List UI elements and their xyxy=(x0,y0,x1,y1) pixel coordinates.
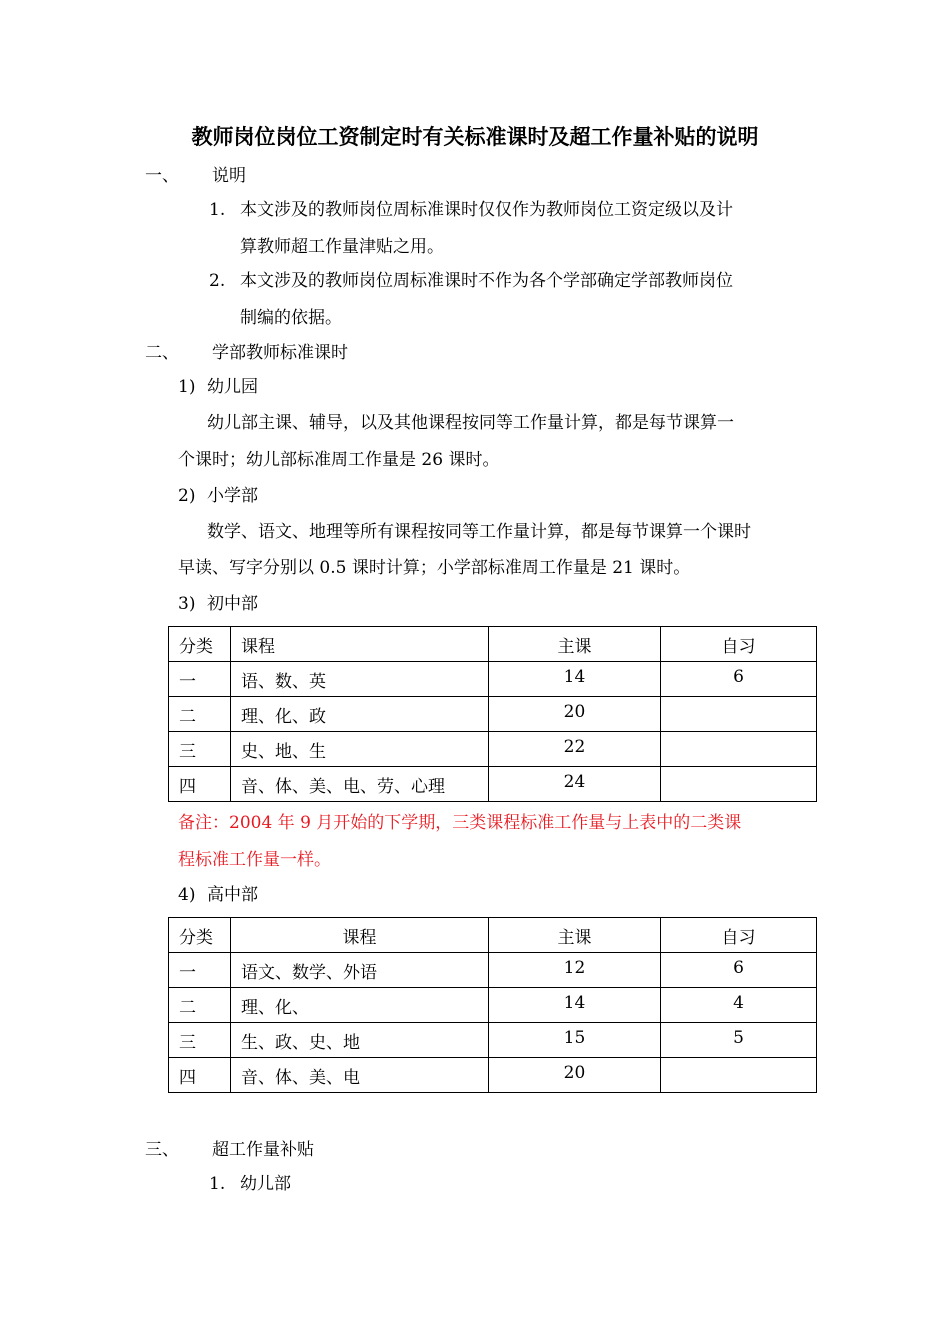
table-cell: 14 xyxy=(489,662,661,697)
junior-note-line-1: 备注：2004 年 9 月开始的下学期，三类课程标准工作量与上表中的二类课 xyxy=(178,813,742,833)
table-cell xyxy=(661,1058,817,1093)
primary-text-line-2: 早读、写字分别以 0.5 课时计算；小学部标准周工作量是 21 课时。 xyxy=(178,558,691,578)
table-cell: 20 xyxy=(489,697,661,732)
table-cell xyxy=(661,697,817,732)
primary-number: 2) xyxy=(178,486,196,506)
section-2-number: 二、 xyxy=(145,343,179,363)
table-row xyxy=(169,662,817,697)
table-cell: 理、化、 xyxy=(231,988,489,1023)
kindergarten-text-line-1: 幼儿部主课、辅导，以及其他课程按同等工作量计算，都是每节课算一 xyxy=(207,413,734,433)
table-cell: 5 xyxy=(661,1023,817,1058)
table-header-cell: 自习 xyxy=(661,627,817,662)
table-cell xyxy=(661,767,817,802)
table-row xyxy=(169,697,817,732)
primary-text-line-1: 数学、语文、地理等所有课程按同等工作量计算，都是每节课算一个课时 xyxy=(207,522,751,542)
table-header-cell: 分类 xyxy=(169,627,231,662)
section-3-number: 三、 xyxy=(145,1140,179,1160)
junior-number: 3) xyxy=(178,594,196,614)
junior-label: 初中部 xyxy=(207,594,258,614)
table-cell: 理、化、政 xyxy=(231,697,489,732)
table-cell: 音、体、美、电、劳、心理 xyxy=(231,767,489,802)
table-cell: 一 xyxy=(169,662,231,697)
table-row xyxy=(169,953,817,988)
table-cell: 12 xyxy=(489,953,661,988)
section-1-item-1-line-1: 本文涉及的教师岗位周标准课时仅仅作为教师岗位工资定级以及计 xyxy=(240,200,733,220)
table-cell: 15 xyxy=(489,1023,661,1058)
junior-note-line-2: 程标准工作量一样。 xyxy=(178,850,331,870)
table-cell: 四 xyxy=(169,1058,231,1093)
table-cell: 二 xyxy=(169,988,231,1023)
section-1-item-2-line-2: 制编的依据。 xyxy=(240,308,342,328)
kindergarten-label: 幼儿园 xyxy=(207,377,258,397)
table-cell: 史、地、生 xyxy=(231,732,489,767)
table-cell: 二 xyxy=(169,697,231,732)
table-cell: 4 xyxy=(661,988,817,1023)
table-cell: 22 xyxy=(489,732,661,767)
table-cell: 音、体、美、电 xyxy=(231,1058,489,1093)
section-3-heading: 超工作量补贴 xyxy=(212,1140,314,1160)
section-2-heading: 学部教师标准课时 xyxy=(212,343,348,363)
section-1-item-1-line-2: 算教师超工作量津贴之用。 xyxy=(240,237,444,257)
table-cell: 三 xyxy=(169,732,231,767)
table-row xyxy=(169,767,817,802)
document-title: 教师岗位岗位工资制定时有关标准课时及超工作量补贴的说明 xyxy=(191,124,759,149)
section-1-item-2-number: 2. xyxy=(209,271,226,291)
table-cell: 一 xyxy=(169,953,231,988)
table-row xyxy=(169,1058,817,1093)
table-row xyxy=(169,1023,817,1058)
table-row xyxy=(169,988,817,1023)
table-header-row xyxy=(169,627,817,662)
table-cell: 20 xyxy=(489,1058,661,1093)
section-1-number: 一、 xyxy=(145,166,179,186)
senior-label: 高中部 xyxy=(207,885,258,905)
section-1-item-2-line-1: 本文涉及的教师岗位周标准课时不作为各个学部确定学部教师岗位 xyxy=(240,271,733,291)
table-header-cell: 主课 xyxy=(489,918,661,953)
table-header-cell: 课程 xyxy=(231,627,489,662)
primary-label: 小学部 xyxy=(207,486,258,506)
table-header-row xyxy=(169,918,817,953)
section-3-item-1-number: 1. xyxy=(209,1174,226,1194)
table-cell: 三 xyxy=(169,1023,231,1058)
senior-table xyxy=(168,917,817,1093)
table-cell: 四 xyxy=(169,767,231,802)
table-header-cell: 课程 xyxy=(231,918,489,953)
section-1-item-1-number: 1. xyxy=(209,200,226,220)
kindergarten-text-line-2: 个课时；幼儿部标准周工作量是 26 课时。 xyxy=(178,450,500,470)
table-header-cell: 自习 xyxy=(661,918,817,953)
table-cell: 6 xyxy=(661,662,817,697)
junior-table xyxy=(168,626,817,802)
table-row xyxy=(169,732,817,767)
table-cell: 6 xyxy=(661,953,817,988)
kindergarten-number: 1) xyxy=(178,377,196,397)
table-header-cell: 主课 xyxy=(489,627,661,662)
senior-number: 4) xyxy=(178,885,196,905)
table-header-cell: 分类 xyxy=(169,918,231,953)
table-cell: 14 xyxy=(489,988,661,1023)
table-cell: 语文、数学、外语 xyxy=(231,953,489,988)
table-cell: 24 xyxy=(489,767,661,802)
table-cell xyxy=(661,732,817,767)
section-3-item-1-label: 幼儿部 xyxy=(240,1174,291,1194)
section-1-heading: 说明 xyxy=(212,166,246,186)
table-cell: 语、数、英 xyxy=(231,662,489,697)
table-cell: 生、政、史、地 xyxy=(231,1023,489,1058)
